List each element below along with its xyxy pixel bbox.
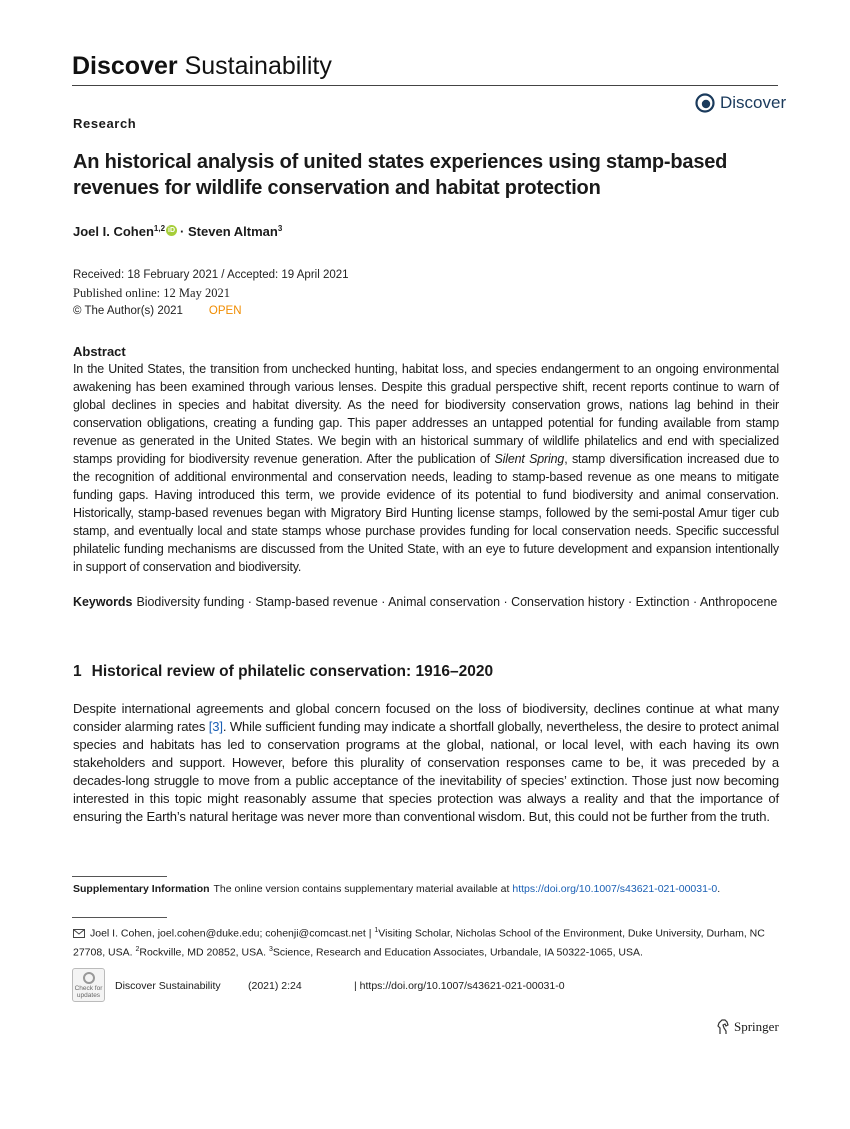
body-text-b: . While sufficient funding may indicate a shortfall globally, nevertheless, the desire to protect animal species and habitats has led to conservation programs at the global, national, or local level, with each having its own stakeholders and support. However, before this plurality of conservation responses came to be, it was preceded by a decades-long struggle to move from a public acceptance of the inevitability of species’ extinction. Those just now becoming interested in this topic might reasonably assume that species protection was always a reality and that the importance of ensuring the Earth’s natural heritage was never more than conventional wisdom. But, this could not be further from the truth. (73, 719, 779, 824)
footnote-divider (72, 876, 167, 877)
author-affiliation-sup: 1,2 (153, 224, 166, 233)
check-updates-label: Check for updates (74, 985, 103, 999)
affiliations (73, 923, 779, 960)
aff-sup: 1 (374, 927, 379, 934)
envelope-icon (73, 929, 85, 938)
keywords-text: Biodiversity funding · Stamp-based revenue · Animal conservation · Conservation history · Extinction · Anthropocene (136, 595, 778, 609)
supp-text: The online version contains supplementary material available at (213, 883, 513, 895)
discover-logo-text: Discover (720, 93, 787, 112)
author-list (73, 224, 282, 239)
affiliation-2: Rockville, MD 20852, USA. (139, 946, 269, 958)
received-accepted: Received: 18 February 2021 / Accepted: 19 April 2021 (73, 269, 349, 281)
footer-doi[interactable]: | https://doi.org/10.1007/s43621-021-00031-0 (354, 980, 565, 992)
discover-logo-icon (695, 93, 715, 113)
keywords (73, 593, 779, 611)
published-date: Published online: 12 May 2021 (73, 286, 230, 300)
article-title: An historical analysis of united states experiences using stamp-based revenues for wildlife conservation and habitat protection (73, 151, 728, 199)
author-name[interactable]: Joel I. Cohen (73, 224, 154, 239)
affiliation-3: Science, Research and Education Associates, Urbandale, IA 50322-1065, USA. (272, 946, 643, 958)
section-title: Historical review of philatelic conservation: 1916–2020 (91, 663, 494, 680)
section-body (73, 700, 779, 826)
footnote-divider (72, 917, 167, 918)
supp-doi-link[interactable]: https://doi.org/10.1007/s43621-021-00031-0 (512, 883, 718, 895)
supp-end: . (717, 883, 721, 895)
journal-title-bold: Discover (72, 52, 178, 80)
check-for-updates-button[interactable] (72, 968, 105, 1002)
keywords-label: Keywords (73, 595, 133, 609)
article-dates (73, 266, 349, 320)
citation-link[interactable]: [3] (208, 719, 223, 734)
article-type: Research (73, 116, 137, 131)
supp-label: Supplementary Information (73, 883, 210, 895)
affiliation-1: Visiting Scholar, Nicholas School of the Environment, Duke University, Durham, NC 27708, USA. (73, 927, 765, 958)
abstract-text (73, 360, 779, 576)
copyright-line (73, 302, 349, 320)
body-text-a: Despite international agreements and global concern focused on the loss of biodiversity, declines continue at what many consider alarming rates (73, 701, 779, 734)
author-affiliation-sup: 3 (277, 224, 283, 233)
springer-horse-icon (716, 1019, 730, 1035)
footer-journal: Discover Sustainability (115, 980, 221, 992)
section-heading (73, 663, 493, 681)
copyright: © The Author(s) 2021 (73, 305, 183, 317)
aff-sup: 3 (268, 945, 273, 953)
orcid-icon[interactable]: iD (168, 227, 176, 234)
abstract-italic-title: Silent Spring (494, 452, 565, 466)
abstract-heading: Abstract (73, 344, 126, 359)
footer-citation: (2021) 2:24 (248, 980, 302, 992)
check-updates-icon (83, 972, 95, 984)
abstract-part2: , stamp diversification increased due to the recognition of additional environmental and conservation needs, leading to stamp-based revenue as one means to mitigate funding gaps. Having introduced this term, we provide evidence of its potential to fund biodiversity and animal conservation. Historically, stamp-based revenues began with Migratory Bird Hunting license stamps, followed by the semi-postal Amur tiger cub stamp, and eventually local and state stamps whose purchase provides funding for local conservation needs. Specific successful philatelic funding mechanisms are discussed from the United State, with an eye to future development and expansion intentionally in support of conservation and biodiversity. (73, 452, 779, 574)
springer-text: Springer (734, 1019, 779, 1034)
springer-logo (716, 1019, 779, 1035)
journal-title (72, 52, 332, 81)
aff-sup: 2 (135, 945, 140, 953)
corresponding-contact: Joel I. Cohen, joel.cohen@duke.edu; cohenji@comcast.net | (90, 927, 375, 940)
journal-title-rest: Sustainability (177, 52, 332, 80)
discover-logo[interactable] (695, 93, 786, 113)
supplementary-info (73, 882, 779, 897)
section-number: 1 (73, 663, 82, 680)
abstract-part1: In the United States, the transition from unchecked hunting, habitat loss, and species endangerment to an ongoing environmental awakening has been examined through various lenses. Despite this gradual perspective shift, recent reports continue to warn of global declines in species and habitat diversity. As the need for biodiversity conservation grows, nations lag behind in their conservation obligations, creating a funding gap. This paper addresses an untapped potential for funding available from stamp revenue as generated in the United States. We begin with an historical summary of wildlife philatelics and end with specialized stamps providing for biodiversity revenue generation. After the publication of (73, 362, 779, 466)
author-name[interactable]: Steven Altman (188, 224, 278, 239)
header-divider (72, 85, 778, 86)
author-separator: · (180, 224, 185, 239)
open-access-badge: OPEN (208, 305, 242, 317)
